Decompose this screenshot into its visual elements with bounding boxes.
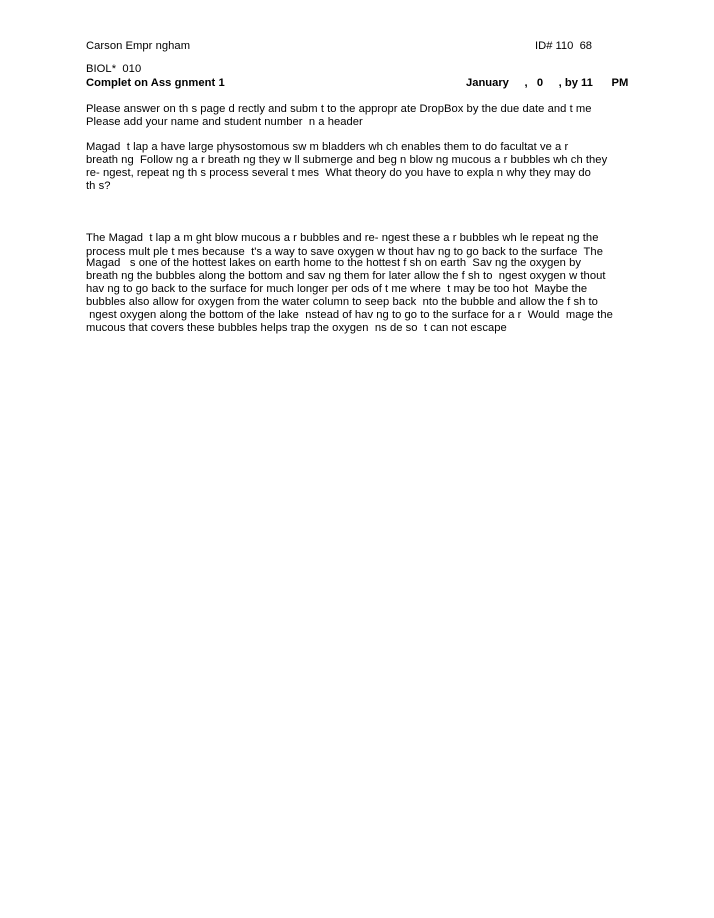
answer-line: breath ng the bubbles along the bottom and sav ng them for later allow the f sh to ngest oxygen w thout <box>86 270 606 282</box>
answer-line: ngest oxygen along the bottom of the lake nstead of hav ng to go to the surface for a r Would mage the <box>86 309 613 321</box>
assignment-title: Complet on Ass gnment 1 <box>86 77 225 89</box>
question-line: th s? <box>86 180 111 192</box>
answer-line: The Magad t lap a m ght blow mucous a r bubbles and re- ngest these a r bubbles wh le repeat ng the <box>86 232 599 244</box>
instruction-line: Please answer on th s page d rectly and subm t to the appropr ate DropBox by the due date and t me <box>86 103 592 115</box>
answer-line: bubbles also allow for oxygen from the water column to seep back nto the bubble and allow the f sh to <box>86 296 598 308</box>
answer-line: process mult ple t mes because t's a way to save oxygen w thout hav ng to go back to the surface The <box>86 246 603 258</box>
answer-line: mucous that covers these bubbles helps trap the oxygen ns de so t can not escape <box>86 322 507 334</box>
question-line: breath ng Follow ng a r breath ng they w ll submerge and beg n blow ng mucous a r bubbles wh ch they <box>86 154 608 166</box>
student-id: ID# 110 68 <box>535 40 593 52</box>
question-line: re- ngest, repeat ng th s process several t mes What theory do you have to expla n why they may do <box>86 167 591 179</box>
student-name: Carson Empr ngham <box>86 40 191 52</box>
answer-line: hav ng to go back to the surface for much longer per ods of t me where t may be too hot Maybe the <box>86 283 588 295</box>
question-line: Magad t lap a have large physostomous sw m bladders wh ch enables them to do facultat ve a r <box>86 141 569 153</box>
due-date: January , 0 , by 11 PM <box>466 77 629 89</box>
course-code: BIOL* 010 <box>86 63 142 75</box>
instruction-line: Please add your name and student number n a header <box>86 116 363 128</box>
answer-line: Magad s one of the hottest lakes on earth home to the hottest f sh on earth Sav ng the oxygen by <box>86 257 582 269</box>
